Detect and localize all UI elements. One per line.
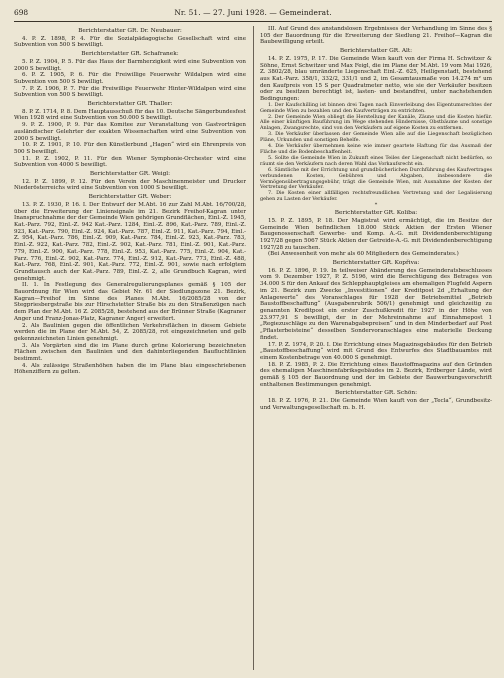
agenda-item: 8. P. Z. 1714, P. 8. Dem Hauptausschuß für das 10. Deutsche Sängerbundesfest Wien 1928 wird eine Subvention von 50.000 S bewilligt.	[14, 108, 246, 122]
agenda-item: 9. P. Z. 1900, P. 9. Für das Komitee zur Veranstaltung von Gastvorträgen ausländischer Gelehrter der exakten Wissenschaften wird eine Subvention von 2000 S bewilligt.	[14, 122, 246, 142]
agenda-item: 6. P. Z. 1905, P. 6. Für die Freiwillige Feuerwehr Wildalpen wird eine Subvention von 500 S bewilligt.	[14, 72, 246, 85]
running-title: Nr. 51. — 27. Juni 1928. — Gemeinderat.	[174, 8, 332, 17]
contract-clause: 4. Die Verkäufer übernehmen keine wie immer geartete Haftung für das Ausmaß der Fläche und die Bodenbeschaffenheit.	[260, 143, 492, 155]
left-column	[14, 26, 246, 670]
right-column	[260, 26, 492, 670]
section-separator: *	[374, 202, 378, 209]
reporter-heading: Berichterstatter GR. Schafranek:	[81, 51, 179, 58]
agenda-item: II. 1. In Festlegung des Generalregulierungsplanes gemäß § 105 der Bauordnung für Wien wird das Gebiet Nr. 61 der Siedlungszone 21. Bezirk, Kagran—Freihof im Sinne des Planes M.Abt. 16/2085/28 von der Stegpriesbergstraße bis zur Hirschstetter Straße bis zu den Straßenzügen nach dem Plan der M.Abt. 16 Z. 2085/28, bestehend aus der Brünner Straße (Kagraner Anger und Franz-Jonas-Platz, Kagraner Anger) erweitert.	[14, 282, 246, 322]
agenda-item: 17. P. Z. 1974, P. 20. I. Die Errichtung eines Magazinsgebäudes für den Betrieb „Baustoffbeschaffung“ wird mit Grund des Entwurfes des Stadtbauamtes mit einem Kostenbetrage von 40.000 S genehmigt.	[260, 341, 492, 361]
reporter-heading: Berichterstatter GR. Dr. Neubauer:	[78, 28, 182, 34]
contract-clause: 5. Sollte die Gemeinde Wien in Zukunft eines Teiles der Liegenschaft nicht bedürfen, so räumt sie den Verkäufern nach deren Wahl das Vorkaufsrecht ein.	[260, 154, 492, 167]
agenda-item: 3. Als Vorgärten sind die im Plane durch grüne Kolorierung bezeichneten Flächen zwischen den Baulinien und den dahinterliegenden Baufluchtlinien bestimmt.	[14, 342, 246, 363]
reporter-heading: Berichterstatter GR. Kopřiva:	[332, 260, 420, 267]
contract-clause: 7. Die Kosten einer allfälligen rechtsfreundlichen Vertretung und der Legalisierung gehen zu Lasten der Verkäufer.	[260, 190, 492, 203]
contract-clause: 1. Der Kaufschilling ist binnen drei Tagen nach Einverleibung des Eigentumsrechtes der Gemeinde Wien zu bezahlen und den Kaufverträgen zu entrichten.	[260, 101, 492, 114]
reporter-heading: Berichterstatter GR. Schön:	[334, 390, 418, 397]
agenda-item: 16. P. Z. 1896, P. 19. In teilweiser Abänderung des Gemeinderatsbeschlusses vom 9. Dezember 1927, P. Z. 5196, wird die Berechtigung des Betrages von 34.000 S für den Ankauf des Schlepphauptgleises am ehemaligen Flugfeld Aspern im 21. Bezirk zum Zwecke „Investitionen“ der Kreditpost 2d „Erhaltung der Anlagewerte“ des Voranschlages für 1928 der Betriebsmittel „Betrieb Baustoffbeschaffung“ (Ausgabenrubrik 506/1) genehmigt und gleichzeitig zu genannten Kreditpost ein erster Zuschußkredit für 1927 in der Höhe von 23.977,91 S bewilligt, der in der Mehreinnahme auf Einnahmepost 1 „Regiezuschläge zu den Warenabgabepreisen“ und in den Minderbedarf auf Post „Pflasterbeisteine“ desselben Sondervoranschlages eine materielle Deckung findet.	[260, 267, 492, 341]
newspaper-page	[14, 8, 492, 670]
page-header	[14, 8, 492, 20]
reporter-heading: Berichterstatter GR. Thaller:	[87, 101, 173, 108]
column-divider	[253, 26, 254, 670]
agenda-item: 18. P. Z. 1976, P. 21. Die Gemeinde Wien kauft von der „Tecla“, Grundbesitz- und Verwaltungsgesellschaft m. b. H.	[260, 398, 492, 411]
reporter-heading: Berichterstatter GR. Weigl:	[89, 171, 171, 178]
agenda-item: 2. Als Baulinien gegen die öffentlichen Verkehrsflächen in diesem Gebiete werden die im Plane der M.Abt. 54, Z. 2085/28, rot eingezeichneten und gelb gekennzeichneten Linien genehmigt.	[14, 322, 246, 342]
agenda-item: 5. P. Z. 1904, P. 5. Für das Haus der Barmherzigkeit wird eine Subvention von 2000 S bewilligt.	[14, 58, 246, 72]
agenda-item: 15. P. Z. 1895, P. 18. Der Magistrat wird ermächtigt, die im Besitze der Gemeinde Wien befindlichen 18.000 Stück Aktien der Ersten Wiener Baugenossenschaft Gewerbe- und Komp. A.-G. mit Dividendenberechtigung 1927/28 gegen 5067 Stück Aktien der Getreide-A.-G. mit Dividendenberechtigung 1927/28 zu tauschen.	[260, 217, 492, 251]
agenda-item: 7. P. Z. 1906, P. 7. Für die Freiwillige Feuerwehr Hinter-Wildalpen wird eine Subvention von 500 S bewilligt.	[14, 85, 246, 99]
reporter-heading: Berichterstatter GR. Koliba:	[334, 210, 418, 217]
agenda-item: 4. P. Z. 1898, P. 4. Für die Sozialpädagogische Gesellschaft wird eine Subvention von 500 S bewilligt.	[14, 35, 246, 49]
contract-clause: 6. Sämtliche mit der Errichtung und grundbücherlichen Durchführung des Kaufvertrages verbundenen Kosten, Gebühren und Abgaben, insbesondere die Vermögensübertragungsgebühr, trägt die Gemeinde Wien, mit Ausnahme der Kosten der Vertretung der Verkäufer.	[260, 166, 492, 191]
agenda-item: 11. P. Z. 1902, P. 11. Für den Wiener Symphonie-Orchester wird eine Subvention von 4000 S bewilligt.	[14, 155, 246, 169]
agenda-item: 4. Als zulässige Straßenhöhen haben die im Plane blau eingeschriebenen Höhenziffern zu gelten.	[14, 362, 246, 376]
agenda-item: III. Auf Grund des anstandslosen Ergebnisses der Verhandlung im Sinne des § 105 der Bauordnung für die Erweiterung der Siedlung 21. Freihof—Kagran die Baubewilligung erteilt.	[260, 26, 492, 46]
agenda-item: 13. P. Z. 1930, P. 16. I. Der Entwurf der M.Abt. 16 zur Zahl M.Abt. 16/700/28, über die Erweiterung der Liniensignale im 21. Bezirk Freihof-Kagran unter Inanspruchnahme der der Gemeinde Wien gehörigen Grundflächen, Einl.-Z. 1945, Kat.-Parz. 792, Einl.-Z. 942 Kat.-Parz. 1284, Einl.-Z. 896, Kat.-Parz. 789, Einl.-Z. 923, Kat.-Parz. 790, Einl.-Z. 924, Kat.-Parz. 787, Einl.-Z. 911, Kat.-Parz. 794, Einl.-Z. 954, Kat.-Parz. 786, Einl.-Z. 909, Kat.-Parz. 784, Einl.-Z. 923, Kat.-Parz. 783, Einl.-Z. 922, Kat.-Parz. 782, Einl.-Z. 902, Kat.-Parz. 781, Einl.-Z. 901, Kat.-Parz. 779, Einl.-Z. 900, Kat.-Parz. 778, Einl.-Z. 953, Kat.-Parz. 775, Einl.-Z. 904, Kat.-Parz. 776, Einl.-Z. 902, Kat.-Parz. 774, Einl.-Z. 912, Kat.-Parz. 773, Einl.-Z. 488, Kat.-Parz. 768, Einl.-Z. 901, Kat.-Parz. 772, Einl.-Z. 901, sowie nach erfolgtem Grundtausch auch der Kat.-Parz. 789, Einl.-Z. 2, alle Grundbuch Kagran, wird genehmigt.	[14, 201, 246, 282]
reporter-heading: Berichterstatter GR. Weber:	[88, 194, 172, 201]
contract-clause: 2. Der Gemeinde Wien obliegt die Herstellung der Kanäle, Zäune und die Kosten hiefür. Alle einer künftigen Bauführung im Wege stehenden Hindernisse, Obstbäume und sonstige Anlagen, Zwangsrechte, sind von den Verkäufern auf eigene Kosten zu entfernen.	[260, 113, 492, 132]
page-number: 698	[14, 8, 29, 17]
agenda-item: 18. P. Z. 1985, P. 2. Die Errichtung eines Baustoffmagazins auf den Gründen des ehemaligen Maschinenfabriksgebäudes im 2. Bezirk, Erdberger Lände, wird gemäß § 105 der Bauordnung und der im Gebiete der Bauwerbungsvorschrift enthaltenen Bestimmungen genehmigt.	[260, 361, 492, 388]
agenda-item: 10. P. Z. 1901, P. 10. Für den Künstlerbund „Hagen“ wird ein Ehrenpreis von 500 S bewilligt.	[14, 142, 246, 155]
agenda-item: 14. P. Z. 1975, P. 17. Die Gemeinde Wien kauft von der Firma H. Schwitzer & Söhne, Ernst Schwitzer und Max Feigl, die im Plane der M.Abt. 19 vom Mai 1926, Z. 3802/28, blau umränderte Liegenschaft Einl.-Z. 625, Heiligenstadt, bestehend aus Kat.-Parz. 358/1, 332/2, 331/1 und 2, im Gesamtausmaße von 14.274 m² um den Kaufpreis von 15 S per Quadratmeter netto, wie sie der Verkäufer besitzen oder zu besitzen berechtigt ist, lasten- und bestandfrei, unter nachstehenden Bedingungen:	[260, 55, 492, 103]
agenda-item: 12. P. Z. 1899, P. 12. Für den Verein der Maschinenmeister und Drucker Niederösterreichs wird eine Subvention von 1000 S bewilligt.	[14, 178, 246, 192]
reporter-heading: Berichterstatter GR. Alt:	[339, 48, 413, 55]
columns	[14, 26, 492, 670]
header-rule	[14, 21, 492, 22]
agenda-item: (Bei Anwesenheit von mehr als 60 Mitgliedern des Gemeinderates.)	[268, 251, 459, 258]
contract-clause: 3. Die Verkäufer überlassen der Gemeinde Wien alle auf die Liegenschaft bezüglichen Pläne, Urkunden und sonstigen Behelfe.	[260, 131, 492, 144]
